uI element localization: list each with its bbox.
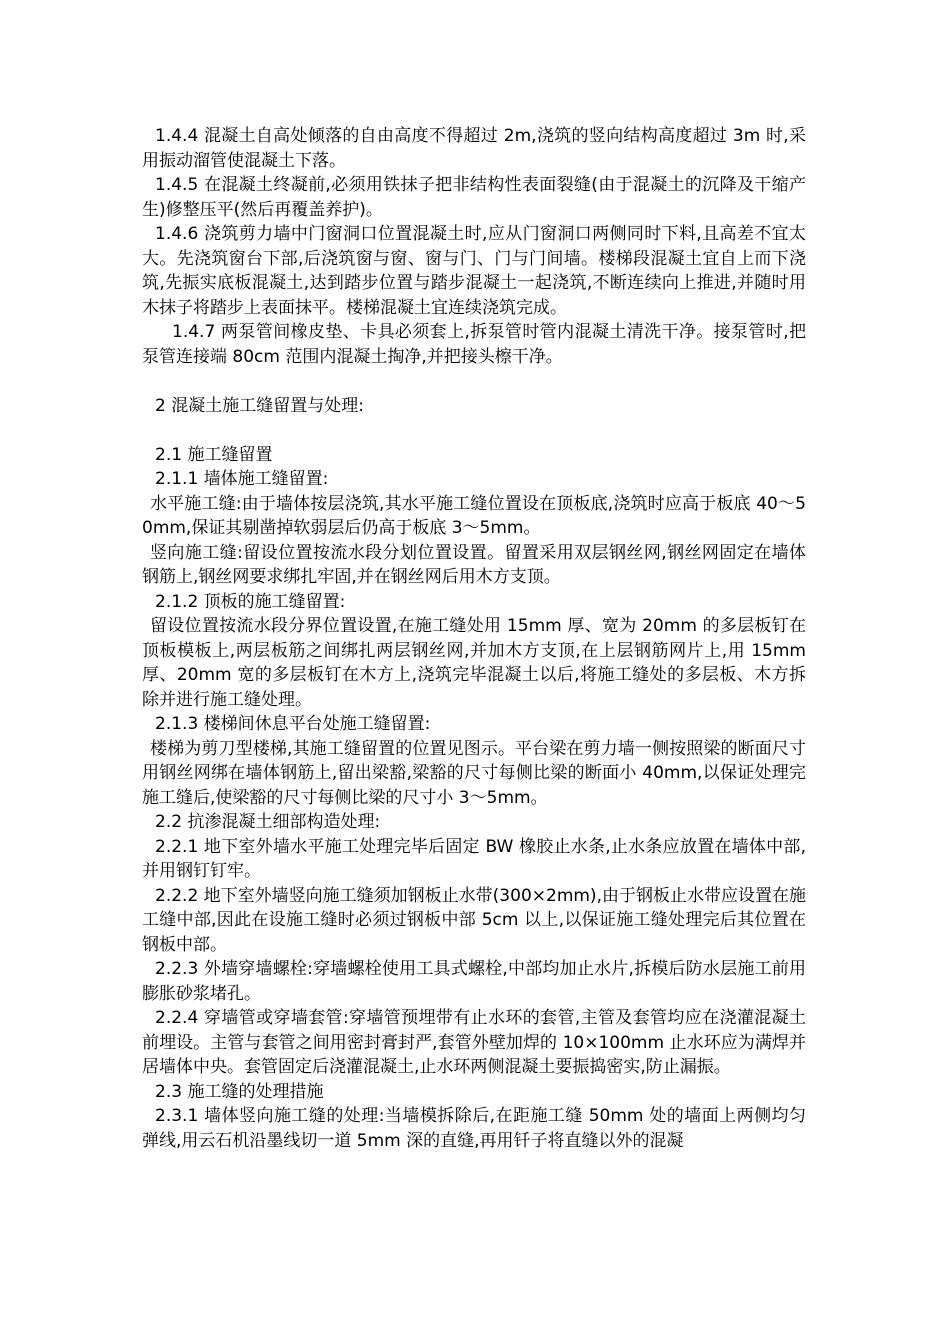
- paragraph-1-4-5: 1.4.5 在混凝土终凝前,必须用铁抹子把非结构性表面裂缝(由于混凝土的沉降及干缩产生)修整压平(然后再覆盖养护)。: [142, 175, 806, 220]
- blank-line: [142, 369, 806, 394]
- paragraph-2-2-2: 2.2.2 地下室外墙竖向施工缝须加钢板止水带(300×2mm),由于钢板止水带应设置在施工缝中部,因此在设施工缝时必须过钢板中部 5cm 以上,以保证施工缝处理完后其位置在钢板中部。: [142, 885, 806, 955]
- paragraph-1-4-4: 1.4.4 混凝土自高处倾落的自由高度不得超过 2m,浇筑的竖向结构高度超过 3m 时,采用振动溜管使混凝土下落。: [142, 126, 806, 171]
- heading-2-3: 2.3 施工缝的处理措施: [155, 1081, 324, 1102]
- heading-2-1-3: 2.1.3 楼梯间休息平台处施工缝留置:: [155, 714, 431, 734]
- paragraph-2-2-1: 2.2.1 地下室外墙水平施工处理完毕后固定 BW 橡胶止水条,止水条应放置在墙体中部,并用钢钉钉牢。: [142, 836, 806, 881]
- heading-2-1-2: 2.1.2 顶板的施工缝留置:: [155, 591, 346, 612]
- paragraph-vertical-joint: 竖向施工缝:留设位置按流水段分划位置设置。留置采用双层钢丝网,钢丝网固定在墙体钢筋上,钢丝网要求绑扎牢固,并在钢丝网后用木方支顶。: [142, 542, 806, 587]
- section-heading-2: 2 混凝土施工缝留置与处理:: [155, 395, 364, 416]
- blank-line: [142, 418, 806, 443]
- paragraph-1-4-7: 1.4.7 两泵管间橡皮垫、卡具必须套上,拆泵管时管内混凝土清洗干净。接泵管时,把泵管连接端 80cm 范围内混凝土掏净,并把接头檫干净。: [142, 322, 806, 367]
- paragraph-stair-joint: 楼梯为剪刀型楼梯,其施工缝留置的位置见图示。平台梁在剪力墙一侧按照梁的断面尺寸用钢丝网绑在墙体钢筋上,留出梁豁,梁豁的尺寸每侧比梁的断面小 40mm,以保证处理完施工缝后,使梁豁的尺寸每侧比梁的尺寸小 3～5mm。: [142, 738, 806, 808]
- paragraph-1-4-6: 1.4.6 浇筑剪力墙中门窗洞口位置混凝土时,应从门窗洞口两侧同时下料,且高差不宜太大。先浇筑窗台下部,后浇筑窗与窗、窗与门、门与门间墙。楼梯段混凝土宜自上而下浇筑,先振实底板混凝土,达到踏步位置与踏步混凝土一起浇筑,不断连续向上推进,并随时用木抹子将踏步上表面抹平。楼梯混凝土宜连续浇筑完成。: [142, 224, 806, 318]
- paragraph-horizontal-joint: 水平施工缝:由于墙体按层浇筑,其水平施工缝位置设在顶板底,浇筑时应高于板底 40～50mm,保证其剔凿掉软弱层后仍高于板底 3～5mm。: [142, 493, 806, 538]
- paragraph-2-2-4: 2.2.4 穿墙管或穿墙套管:穿墙管预埋带有止水环的套管,主管及套管均应在浇灌混凝土前埋设。主管与套管之间用密封膏封严,套管外壁加焊的 10×100mm 止水环应为满焊并居墙体中央。套管固定后浇灌混凝土,止水环两侧混凝土要振捣密实,防止漏振。: [142, 1008, 806, 1077]
- heading-2-1-1: 2.1.1 墙体施工缝留置:: [155, 469, 329, 489]
- document-body: [142, 124, 806, 1153]
- paragraph-2-2-3: 2.2.3 外墙穿墙螺栓:穿墙螺栓使用工具式螺栓,中部均加止水片,拆模后防水层施工前用膨胀砂浆堵孔。: [142, 959, 806, 1004]
- heading-2-1: 2.1 施工缝留置: [155, 444, 273, 465]
- heading-2-2: 2.2 抗渗混凝土细部构造处理:: [155, 812, 381, 832]
- paragraph-slab-joint: 留设位置按流水段分界位置设置,在施工缝处用 15mm 厚、宽为 20mm 的多层板钉在顶板模板上,两层板筋之间绑扎两层钢丝网,并加木方支顶,在上层钢筋网片上,用 15mm 厚、20mm 宽的多层板钉在木方上,浇筑完毕混凝土以后,将施工缝处的多层板、木方拆除并进行施工缝处理。: [142, 616, 806, 710]
- paragraph-2-3-1: 2.3.1 墙体竖向施工缝的处理:当墙模拆除后,在距施工缝 50mm 处的墙面上两侧均匀弹线,用云石机沿墨线切一道 5mm 深的直缝,再用钎子将直缝以外的混凝: [142, 1106, 806, 1151]
